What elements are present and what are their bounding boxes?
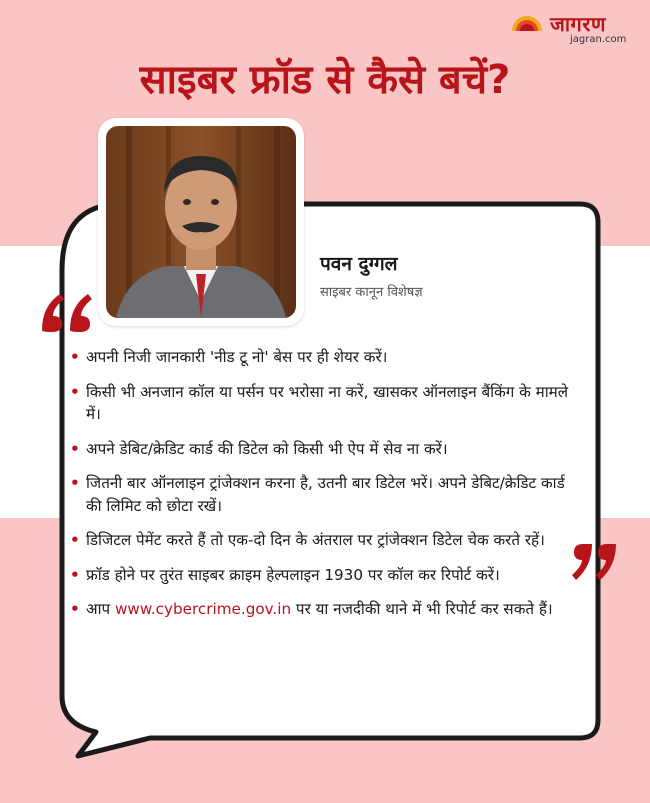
- sun-logo-icon: [510, 12, 544, 32]
- expert-photo: [106, 126, 296, 318]
- close-quote-icon: [568, 540, 618, 586]
- cybercrime-portal-link[interactable]: www.cybercrime.gov.in: [114, 600, 292, 618]
- tip-item: [70, 346, 575, 369]
- expert-role: साइबर कानून विशेषज्ञ: [320, 285, 423, 300]
- tip-item: [70, 598, 575, 621]
- safety-tips-list: [70, 346, 575, 633]
- open-quote-icon: [38, 286, 98, 336]
- expert-photo-frame: [98, 118, 304, 326]
- bullet: •: [70, 600, 80, 618]
- jagran-logo: [510, 10, 636, 46]
- bullet: •: [70, 474, 80, 492]
- tip-text: फ्रॉड होने पर तुरंत साइबर क्राइम हेल्पलाइन 1930 पर कॉल कर रिपोर्ट करें।: [86, 565, 500, 584]
- tip-text: अपनी निजी जानकारी 'नीड टू नो' बेस पर ही शेयर करें।: [86, 348, 388, 366]
- page-title: साइबर फ्रॉड से कैसे बचें?: [139, 57, 511, 103]
- tip-item: [70, 438, 575, 461]
- expert-name: पवन दुग्गल: [320, 253, 398, 275]
- tip-text: जितनी बार ऑनलाइन ट्रांजेक्शन करना है, उतनी बार डिटेल भरें। अपने डेबिट/क्रेडिट कार्ड की लिमिट को छोटा रखें।: [86, 474, 565, 515]
- tip-text: अपने डेबिट/क्रेडिट कार्ड की डिटेल को किसी भी ऐप में सेव ना करें।: [86, 439, 448, 458]
- tip-item: [70, 381, 575, 426]
- tip-text-after: पर या नजदीकी थाने में भी रिपोर्ट कर सकते हैं।: [291, 600, 553, 618]
- bullet: •: [70, 531, 80, 549]
- tip-text-before: आप: [86, 600, 115, 618]
- tip-text: किसी भी अनजान कॉल या पर्सन पर भरोसा ना करें, खासकर ऑनलाइन बैंकिंग के मामले में।: [86, 382, 569, 423]
- person-portrait-icon: [106, 126, 296, 318]
- brand-domain: jagran.com: [570, 34, 627, 45]
- bullet: •: [70, 439, 80, 458]
- bullet: •: [70, 382, 80, 401]
- brand-name: जागरण: [550, 12, 606, 36]
- tip-text: डिजिटल पेमेंट करते हैं तो एक-दो दिन के अंतराल पर ट्रांजेक्शन डिटेल चेक करते रहें।: [86, 531, 545, 549]
- bullet: •: [70, 565, 80, 584]
- bullet: •: [70, 348, 80, 366]
- tip-item: [70, 564, 575, 587]
- tip-item: [70, 529, 575, 552]
- tip-item: [70, 472, 575, 517]
